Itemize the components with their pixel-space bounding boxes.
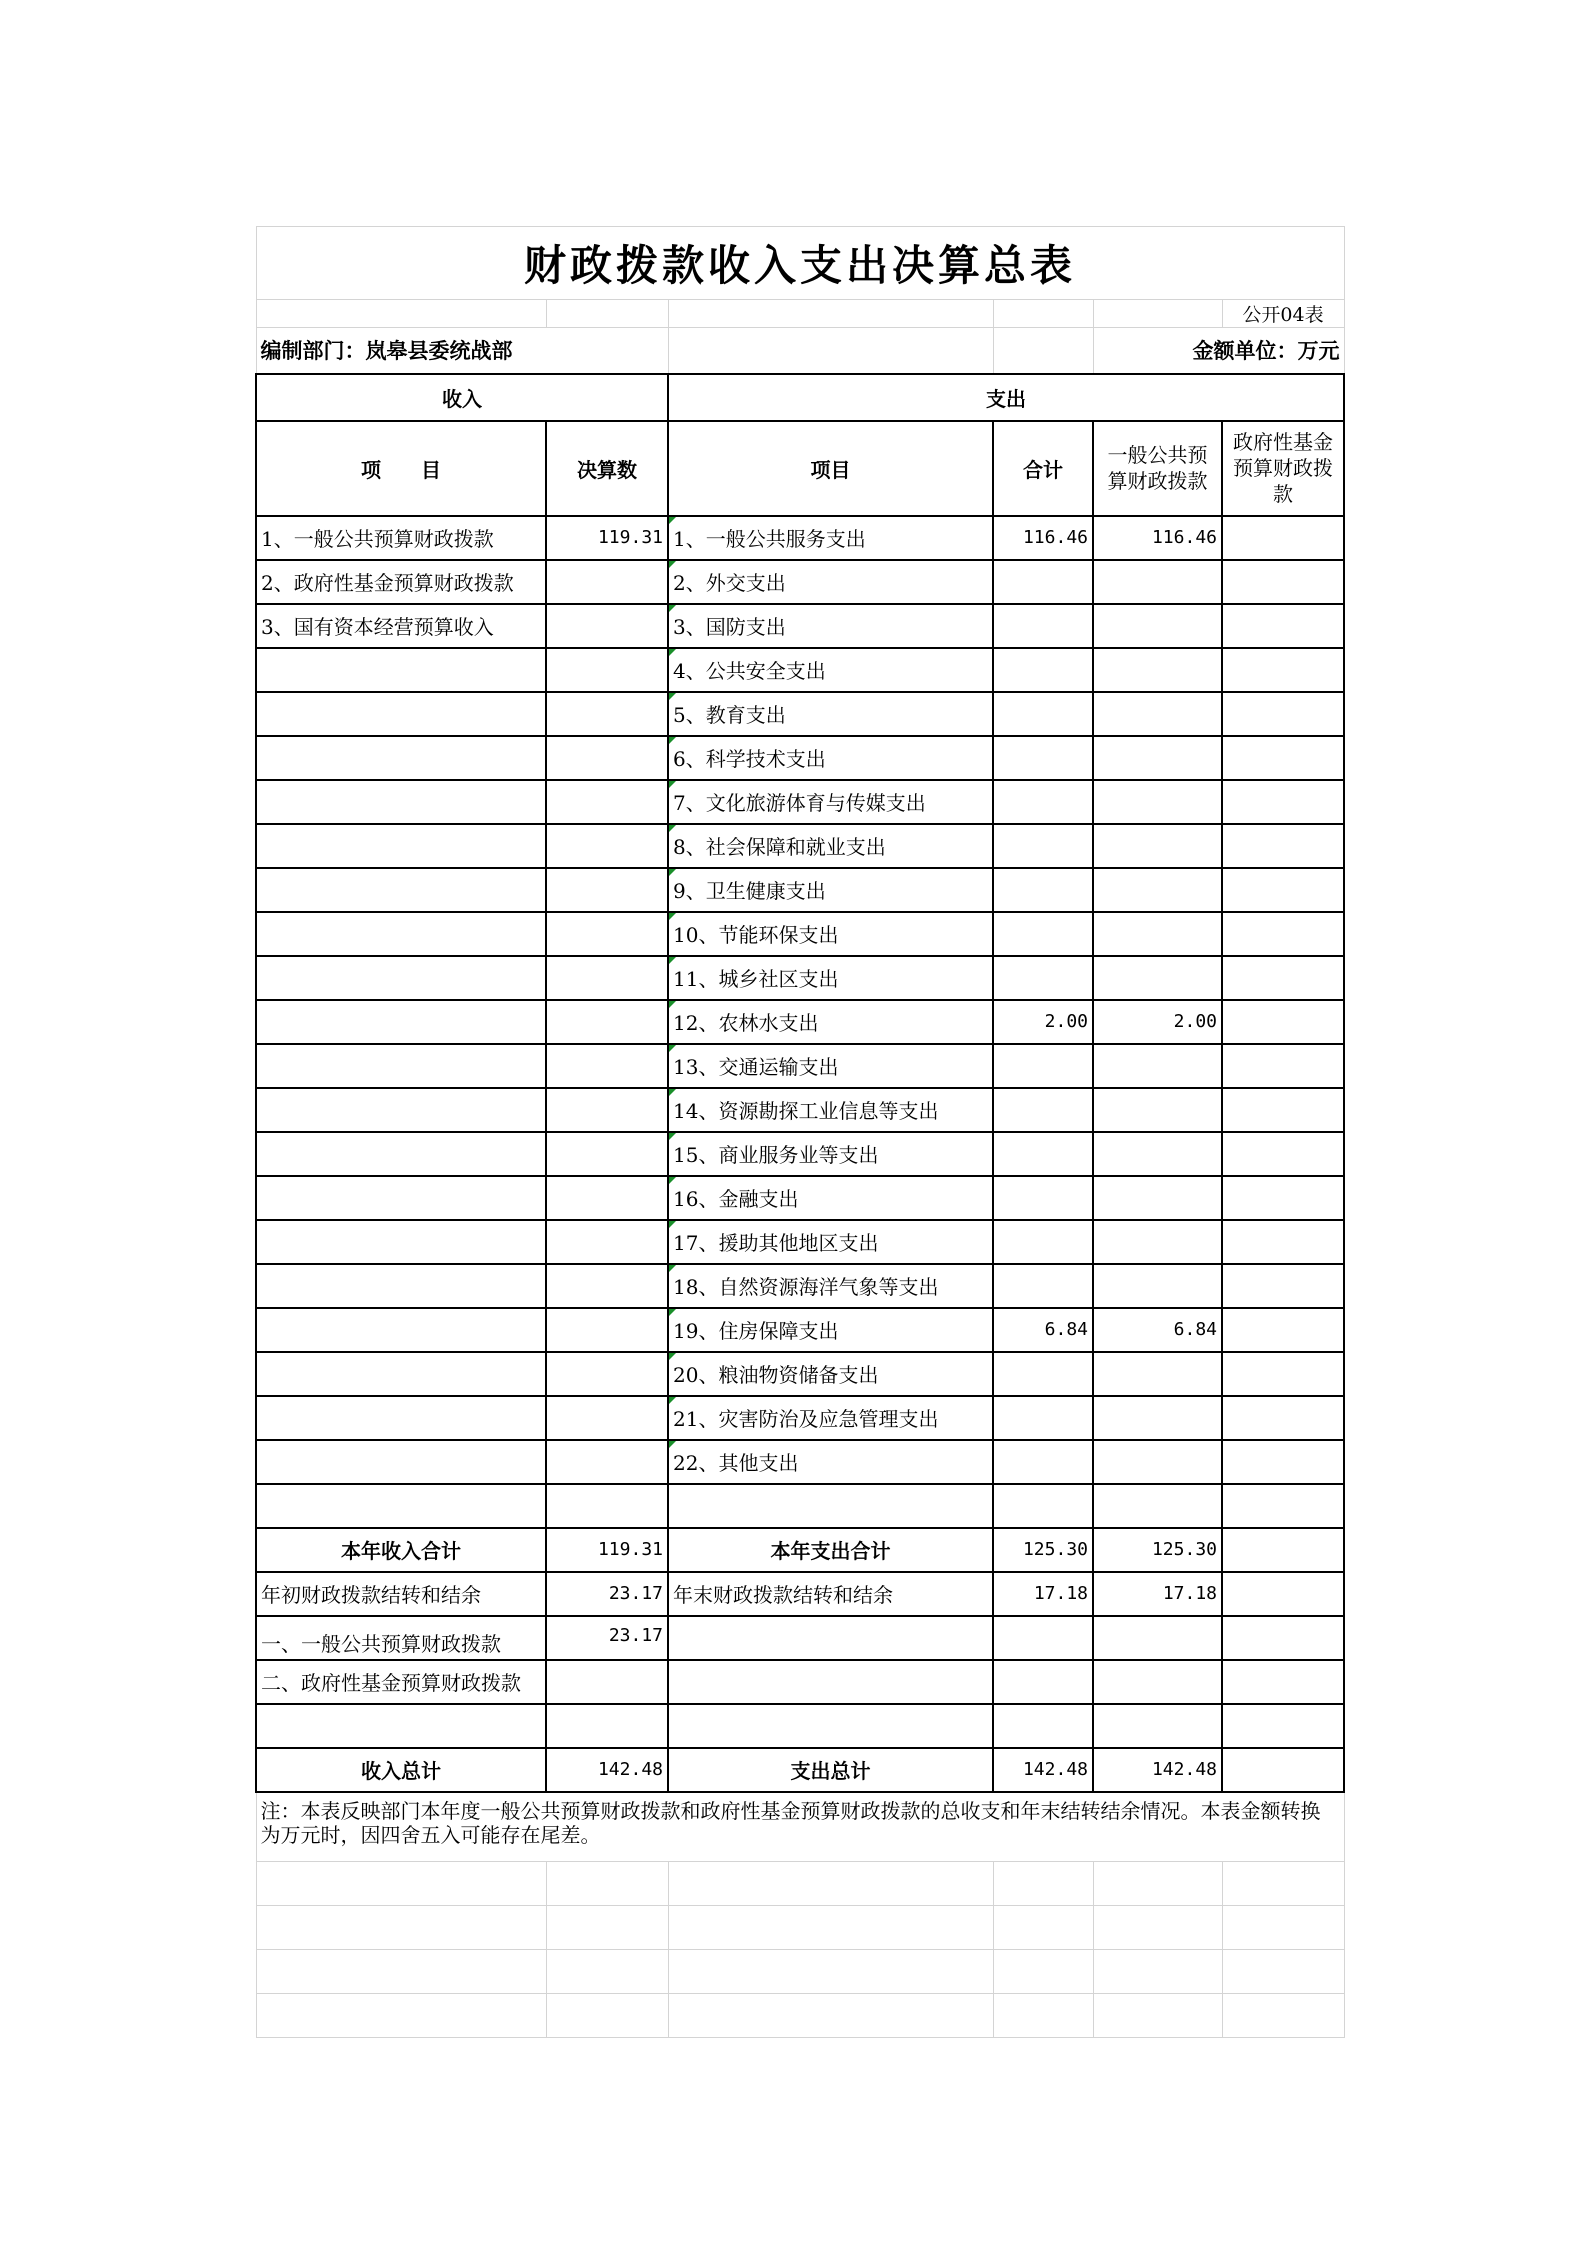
expense-item-gov-fund <box>1222 560 1344 604</box>
expense-item-header: 项目 <box>668 421 993 516</box>
income-item-empty <box>256 1396 546 1440</box>
year-income-total-value: 119.31 <box>546 1528 668 1572</box>
expense-item-total: 2.00 <box>993 1000 1093 1044</box>
expense-item-total <box>993 1352 1093 1396</box>
expense-item-general <box>1093 1044 1222 1088</box>
expense-item-gov-fund <box>1222 1176 1344 1220</box>
expense-item-gov-fund <box>1222 868 1344 912</box>
expense-item-label: 16、金融支出 <box>668 1176 993 1220</box>
expense-item-general <box>1093 736 1222 780</box>
income-item-label: 2、政府性基金预算财政拨款 <box>256 560 546 604</box>
form-code: 公开04表 <box>1222 300 1344 328</box>
expense-item-general <box>1093 956 1222 1000</box>
income-item-empty <box>256 736 546 780</box>
income-item-label: 3、国有资本经营预算收入 <box>256 604 546 648</box>
expense-item-label: 10、节能环保支出 <box>668 912 993 956</box>
table-row <box>256 1396 1344 1440</box>
year-expense-total-label: 本年支出合计 <box>668 1528 993 1572</box>
income-item-empty <box>256 1088 546 1132</box>
expense-item-label: 5、教育支出 <box>668 692 993 736</box>
table-row <box>256 604 1344 648</box>
income-value-empty <box>546 1264 668 1308</box>
expense-item-total <box>993 736 1093 780</box>
expense-item-general <box>1093 1220 1222 1264</box>
expense-item-label: 20、粮油物资储备支出 <box>668 1352 993 1396</box>
expense-item-general <box>1093 1176 1222 1220</box>
expense-item-gov-fund <box>1222 1088 1344 1132</box>
page-title: 财政拨款收入支出决算总表 <box>256 227 1344 300</box>
table-row <box>256 1440 1344 1484</box>
table-row <box>256 1132 1344 1176</box>
end-balance-general: 17.18 <box>1093 1572 1222 1616</box>
expense-header: 支出 <box>668 374 1344 421</box>
expense-item-gov-fund <box>1222 1000 1344 1044</box>
expense-item-label: 7、文化旅游体育与传媒支出 <box>668 780 993 824</box>
expense-item-label: 15、商业服务业等支出 <box>668 1132 993 1176</box>
budget-table <box>255 226 1345 2038</box>
income-value-empty <box>546 1176 668 1220</box>
income-item-value <box>546 560 668 604</box>
income-item-empty <box>256 824 546 868</box>
table-row <box>256 1220 1344 1264</box>
year-expense-general-value: 125.30 <box>1093 1528 1222 1572</box>
expense-item-label: 19、住房保障支出 <box>668 1308 993 1352</box>
grand-expense-label: 支出总计 <box>668 1748 993 1792</box>
expense-item-label: 22、其他支出 <box>668 1440 993 1484</box>
expense-item-total <box>993 560 1093 604</box>
begin-balance-label: 年初财政拨款结转和结余 <box>256 1572 546 1616</box>
grand-expense-general: 142.48 <box>1093 1748 1222 1792</box>
income-value-empty <box>546 692 668 736</box>
expense-item-label: 17、援助其他地区支出 <box>668 1220 993 1264</box>
expense-item-general: 2.00 <box>1093 1000 1222 1044</box>
expense-item-label: 1、一般公共服务支出 <box>668 516 993 560</box>
expense-item-total <box>993 1396 1093 1440</box>
income-value-empty <box>546 824 668 868</box>
expense-item-general <box>1093 692 1222 736</box>
expense-item-gov-fund <box>1222 780 1344 824</box>
expense-item-total: 116.46 <box>993 516 1093 560</box>
expense-item-total <box>993 1176 1093 1220</box>
income-item-empty <box>256 1044 546 1088</box>
begin-sub-label-1: 一、一般公共预算财政拨款 <box>256 1616 546 1660</box>
expense-item-general <box>1093 1352 1222 1396</box>
income-item-value <box>546 604 668 648</box>
expense-item-general <box>1093 1396 1222 1440</box>
expense-item-total <box>993 1088 1093 1132</box>
expense-item-total <box>993 1264 1093 1308</box>
table-row <box>256 1176 1344 1220</box>
income-value-empty <box>546 648 668 692</box>
income-value-empty <box>546 1352 668 1396</box>
income-item-value: 119.31 <box>546 516 668 560</box>
expense-item-total <box>993 604 1093 648</box>
expense-item-general <box>1093 868 1222 912</box>
expense-item-general <box>1093 1264 1222 1308</box>
expense-item-total <box>993 692 1093 736</box>
expense-item-gov-fund <box>1222 956 1344 1000</box>
income-item-empty <box>256 1308 546 1352</box>
begin-sub-label-2: 二、政府性基金预算财政拨款 <box>256 1660 546 1704</box>
expense-item-general <box>1093 780 1222 824</box>
expense-item-gov-fund <box>1222 1264 1344 1308</box>
income-item-empty <box>256 1264 546 1308</box>
expense-item-label: 14、资源勘探工业信息等支出 <box>668 1088 993 1132</box>
table-row <box>256 912 1344 956</box>
expense-item-general <box>1093 912 1222 956</box>
income-value-empty <box>546 780 668 824</box>
income-value-empty <box>546 1044 668 1088</box>
expense-item-label: 2、外交支出 <box>668 560 993 604</box>
expense-item-gov-fund <box>1222 1132 1344 1176</box>
table-row <box>256 780 1344 824</box>
table-row <box>256 1000 1344 1044</box>
table-row <box>256 868 1344 912</box>
total-header: 合计 <box>993 421 1093 516</box>
expense-item-general: 116.46 <box>1093 516 1222 560</box>
income-item-empty <box>256 1132 546 1176</box>
income-value-empty <box>546 1220 668 1264</box>
general-budget-header: 一般公共预算财政拨款 <box>1093 421 1222 516</box>
begin-sub-value-2 <box>546 1660 668 1704</box>
income-item-empty <box>256 1220 546 1264</box>
expense-item-label: 12、农林水支出 <box>668 1000 993 1044</box>
org-label: 编制部门：岚皋县委统战部 <box>256 328 668 374</box>
table-row <box>256 824 1344 868</box>
income-value-empty <box>546 1440 668 1484</box>
income-item-empty <box>256 1176 546 1220</box>
table-row <box>256 956 1344 1000</box>
income-item-empty <box>256 956 546 1000</box>
year-expense-total-value: 125.30 <box>993 1528 1093 1572</box>
expense-item-gov-fund <box>1222 1352 1344 1396</box>
expense-item-general <box>1093 1132 1222 1176</box>
expense-item-total <box>993 780 1093 824</box>
expense-item-label: 6、科学技术支出 <box>668 736 993 780</box>
income-item-label: 1、一般公共预算财政拨款 <box>256 516 546 560</box>
income-header: 收入 <box>256 374 668 421</box>
expense-item-total <box>993 1044 1093 1088</box>
table-row <box>256 1352 1344 1396</box>
expense-item-total: 6.84 <box>993 1308 1093 1352</box>
expense-item-label: 8、社会保障和就业支出 <box>668 824 993 868</box>
footnote: 注：本表反映部门本年度一般公共预算财政拨款和政府性基金预算财政拨款的总收支和年末结转结余情况。本表金额转换为万元时，因四舍五入可能存在尾差。 <box>256 1792 1344 1862</box>
expense-item-label: 18、自然资源海洋气象等支出 <box>668 1264 993 1308</box>
income-value-empty <box>546 1396 668 1440</box>
expense-item-label: 13、交通运输支出 <box>668 1044 993 1088</box>
expense-item-gov-fund <box>1222 604 1344 648</box>
expense-item-total <box>993 912 1093 956</box>
expense-item-gov-fund <box>1222 1308 1344 1352</box>
year-income-total-label: 本年收入合计 <box>256 1528 546 1572</box>
expense-item-general <box>1093 648 1222 692</box>
expense-item-total <box>993 956 1093 1000</box>
gov-fund-header: 政府性基金预算财政拨款 <box>1222 421 1344 516</box>
grand-expense-total: 142.48 <box>993 1748 1093 1792</box>
table-row <box>256 516 1344 560</box>
expense-item-gov-fund <box>1222 648 1344 692</box>
expense-item-gov-fund <box>1222 912 1344 956</box>
table-row <box>256 1088 1344 1132</box>
income-item-empty <box>256 1352 546 1396</box>
expense-item-total <box>993 1220 1093 1264</box>
grand-income-value: 142.48 <box>546 1748 668 1792</box>
expense-item-general <box>1093 604 1222 648</box>
income-item-empty <box>256 692 546 736</box>
end-balance-label: 年末财政拨款结转和结余 <box>668 1572 993 1616</box>
expense-item-label: 11、城乡社区支出 <box>668 956 993 1000</box>
budget-sheet <box>255 226 1343 2038</box>
income-value-empty <box>546 956 668 1000</box>
expense-item-label: 9、卫生健康支出 <box>668 868 993 912</box>
expense-item-total <box>993 824 1093 868</box>
income-value-empty <box>546 736 668 780</box>
begin-sub-value-1: 23.17 <box>546 1616 668 1660</box>
unit-label: 金额单位：万元 <box>1093 328 1344 374</box>
expense-item-gov-fund <box>1222 736 1344 780</box>
expense-item-general <box>1093 1440 1222 1484</box>
table-row <box>256 736 1344 780</box>
expense-item-gov-fund <box>1222 1220 1344 1264</box>
income-item-empty <box>256 1000 546 1044</box>
table-row <box>256 692 1344 736</box>
income-item-header: 项 目 <box>256 421 546 516</box>
expense-item-total <box>993 868 1093 912</box>
expense-item-label: 3、国防支出 <box>668 604 993 648</box>
table-row <box>256 648 1344 692</box>
end-balance-total: 17.18 <box>993 1572 1093 1616</box>
income-item-empty <box>256 868 546 912</box>
expense-item-general <box>1093 560 1222 604</box>
expense-item-gov-fund <box>1222 516 1344 560</box>
grand-income-label: 收入总计 <box>256 1748 546 1792</box>
income-value-empty <box>546 1000 668 1044</box>
expense-item-gov-fund <box>1222 1044 1344 1088</box>
expense-item-general <box>1093 824 1222 868</box>
expense-item-gov-fund <box>1222 1396 1344 1440</box>
expense-item-general: 6.84 <box>1093 1308 1222 1352</box>
expense-item-total <box>993 648 1093 692</box>
table-row <box>256 1044 1344 1088</box>
income-value-empty <box>546 868 668 912</box>
expense-item-gov-fund <box>1222 1440 1344 1484</box>
table-row <box>256 560 1344 604</box>
expense-item-general <box>1093 1088 1222 1132</box>
income-value-empty <box>546 912 668 956</box>
table-row <box>256 1308 1344 1352</box>
income-item-empty <box>256 1440 546 1484</box>
expense-item-label: 4、公共安全支出 <box>668 648 993 692</box>
income-value-empty <box>546 1088 668 1132</box>
table-row <box>256 1264 1344 1308</box>
expense-item-label: 21、灾害防治及应急管理支出 <box>668 1396 993 1440</box>
expense-item-total <box>993 1440 1093 1484</box>
income-item-empty <box>256 648 546 692</box>
income-value-empty <box>546 1132 668 1176</box>
expense-item-total <box>993 1132 1093 1176</box>
income-item-empty <box>256 912 546 956</box>
final-amount-header: 决算数 <box>546 421 668 516</box>
expense-item-gov-fund <box>1222 692 1344 736</box>
income-item-empty <box>256 780 546 824</box>
expense-item-gov-fund <box>1222 824 1344 868</box>
income-value-empty <box>546 1308 668 1352</box>
begin-balance-value: 23.17 <box>546 1572 668 1616</box>
